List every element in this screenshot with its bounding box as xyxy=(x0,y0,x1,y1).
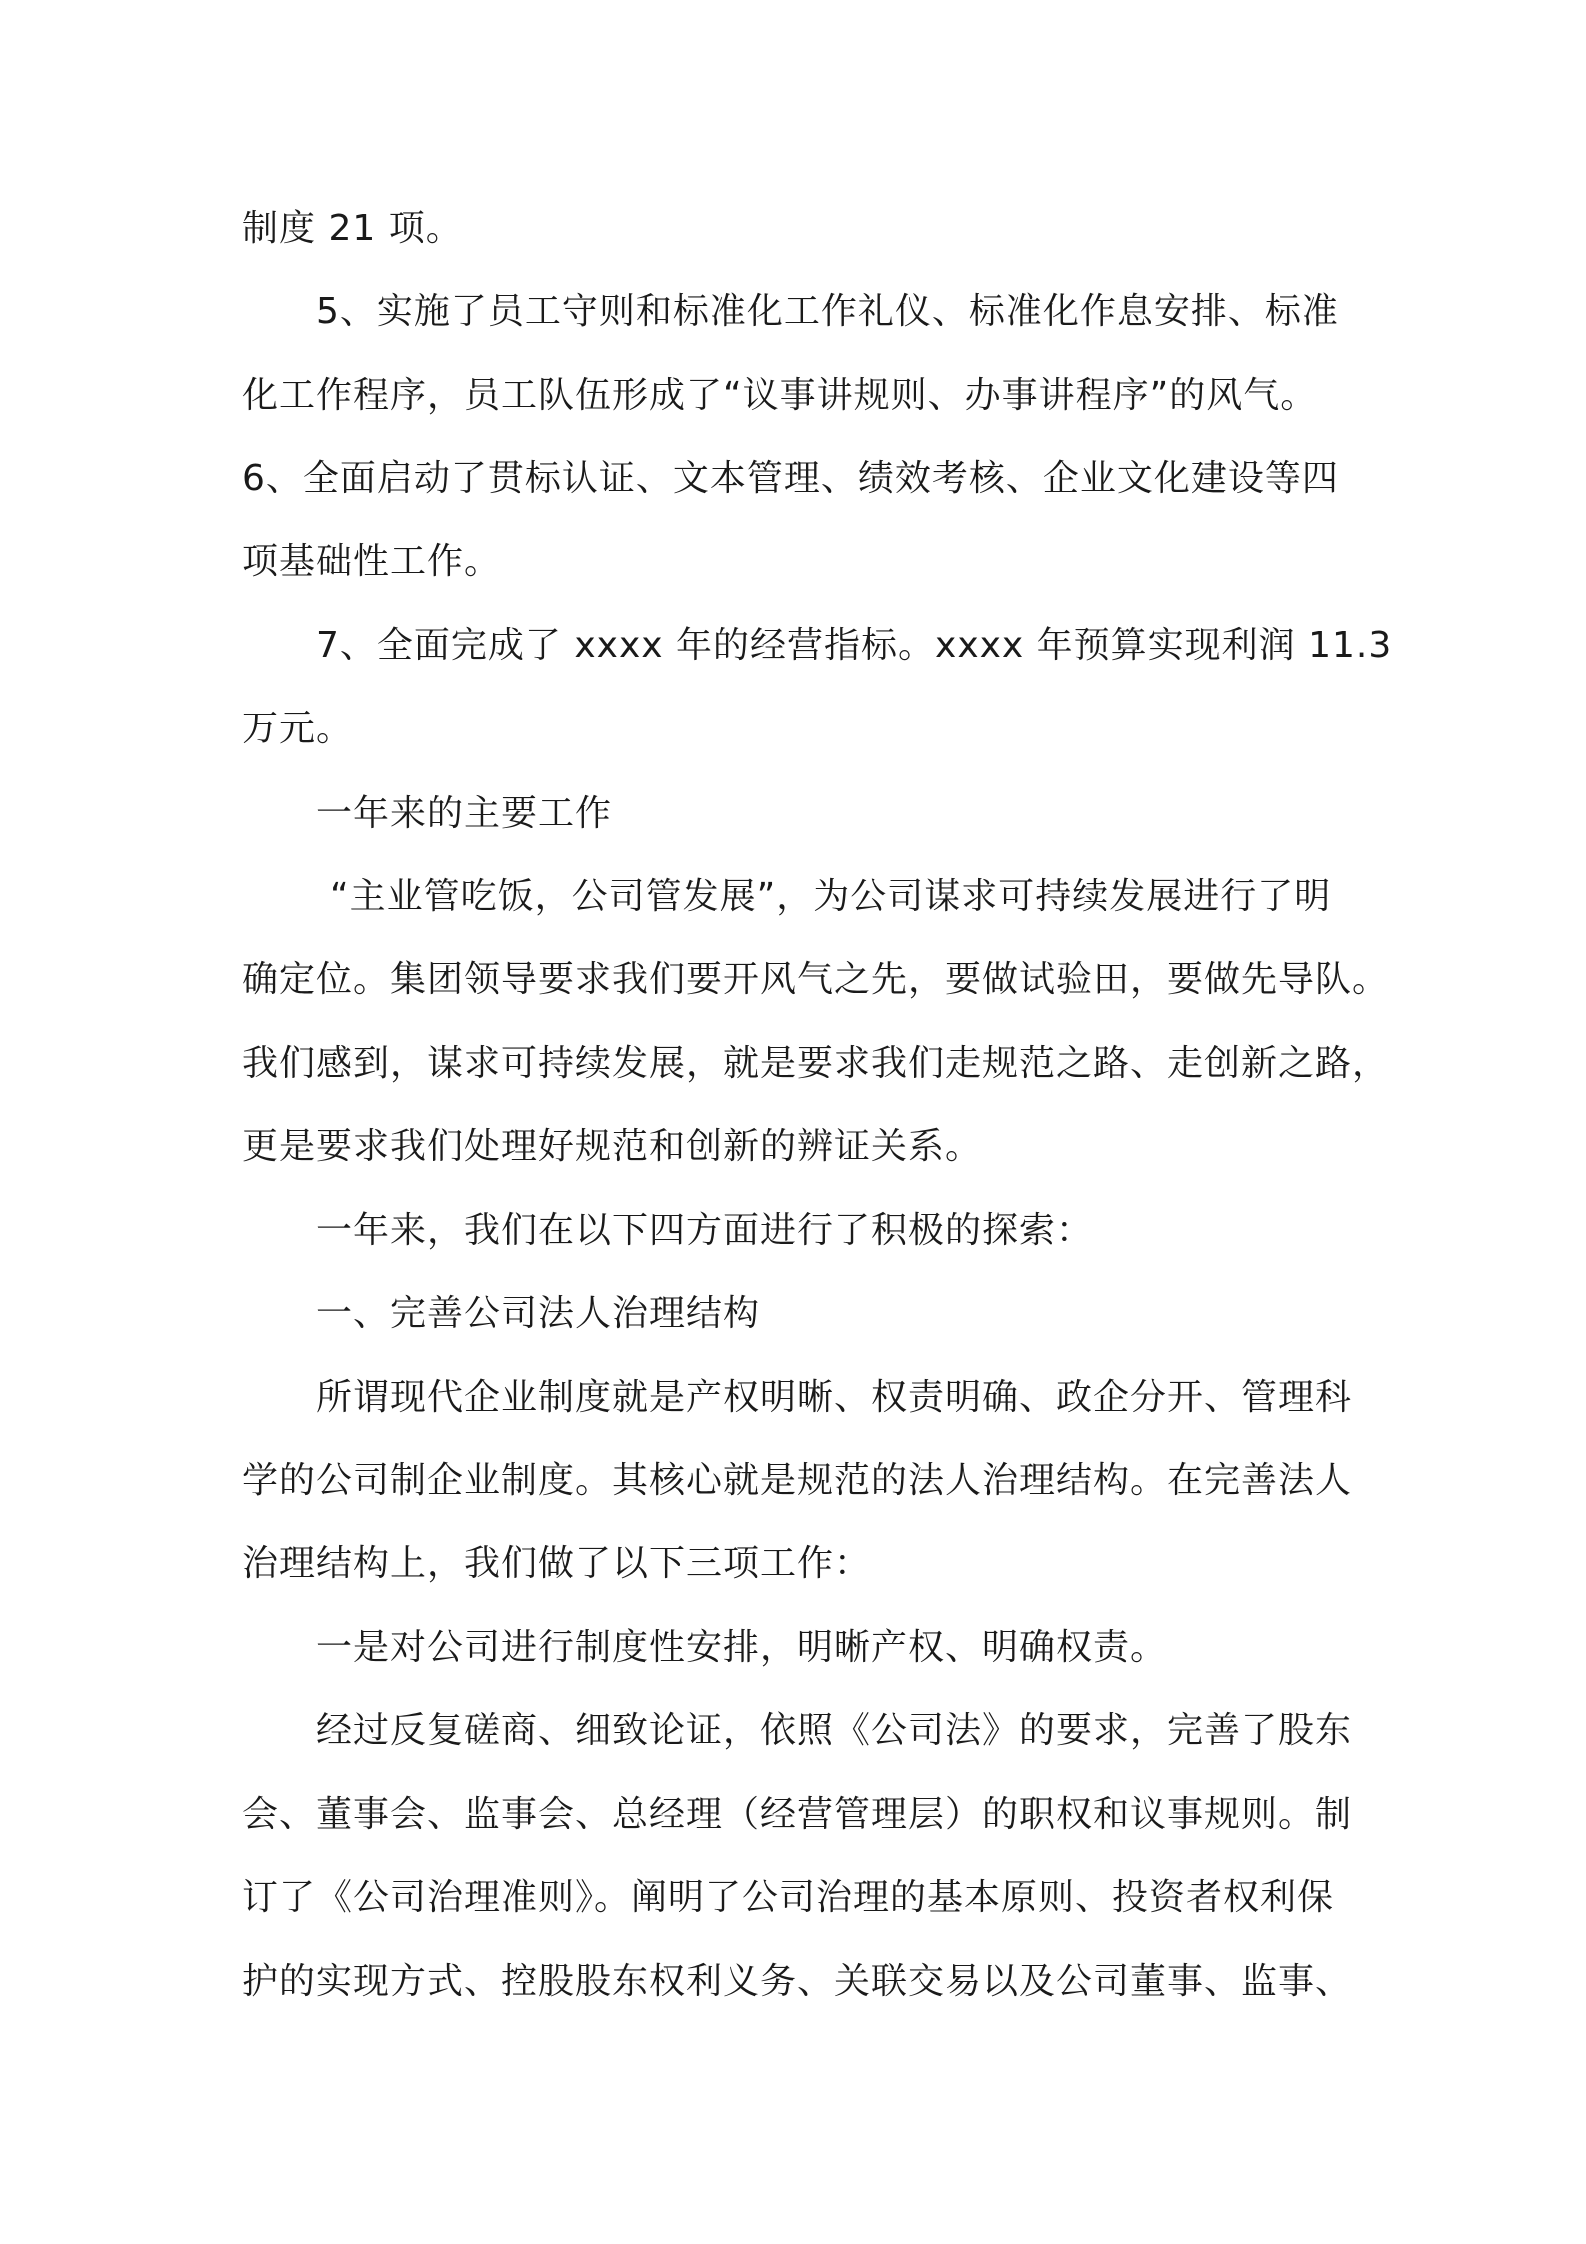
text-line: 7、全面完成了 xxxx 年的经营指标。xxxx 年预算实现利润 11.3 xyxy=(316,625,1393,666)
text-line: 订了《公司治理准则》。阐明了公司治理的基本原则、投资者权利保 xyxy=(242,1877,1335,1918)
text-line: 我们感到，谋求可持续发展，就是要求我们走规范之路、走创新之路， xyxy=(242,1043,1390,1084)
text-line: 治理结构上，我们做了以下三项工作： xyxy=(242,1543,872,1584)
text-line: 护的实现方式、控股股东权利义务、关联交易以及公司董事、监事、 xyxy=(242,1961,1353,2002)
text-line: 化工作程序，员工队伍形成了“议事讲规则、办事讲程序”的风气。 xyxy=(242,375,1318,416)
text-line: 制度 21 项。 xyxy=(242,208,463,249)
text-line: “主业管吃饭，公司管发展”，为公司谋求可持续发展进行了明 xyxy=(330,876,1332,917)
text-line: 一是对公司进行制度性安排，明晰产权、明确权责。 xyxy=(316,1627,1168,1668)
text-line: 学的公司制企业制度。其核心就是规范的法人治理结构。在完善法人 xyxy=(242,1460,1353,1501)
text-line: 所谓现代企业制度就是产权明晰、权责明确、政企分开、管理科 xyxy=(316,1377,1353,1418)
text-line: 项基础性工作。 xyxy=(242,541,502,582)
section-heading: 一年来的主要工作 xyxy=(316,793,613,834)
text-line: 会、董事会、监事会、总经理（经营管理层）的职权和议事规则。制 xyxy=(242,1794,1353,1835)
text-line: 经过反复磋商、细致论证，依照《公司法》的要求，完善了股东 xyxy=(316,1710,1353,1751)
text-line: 5、实施了员工守则和标准化工作礼仪、标准化作息安排、标准 xyxy=(316,291,1339,332)
text-line: 确定位。集团领导要求我们要开风气之先，要做试验田，要做先导队。 xyxy=(242,959,1390,1000)
text-line: 更是要求我们处理好规范和创新的辨证关系。 xyxy=(242,1126,983,1167)
text-line: 一年来，我们在以下四方面进行了积极的探索： xyxy=(316,1210,1094,1251)
section-heading: 一、完善公司法人治理结构 xyxy=(316,1293,761,1334)
text-line: 6、全面启动了贯标认证、文本管理、绩效考核、企业文化建设等四 xyxy=(242,458,1339,499)
text-line: 万元。 xyxy=(242,708,354,749)
